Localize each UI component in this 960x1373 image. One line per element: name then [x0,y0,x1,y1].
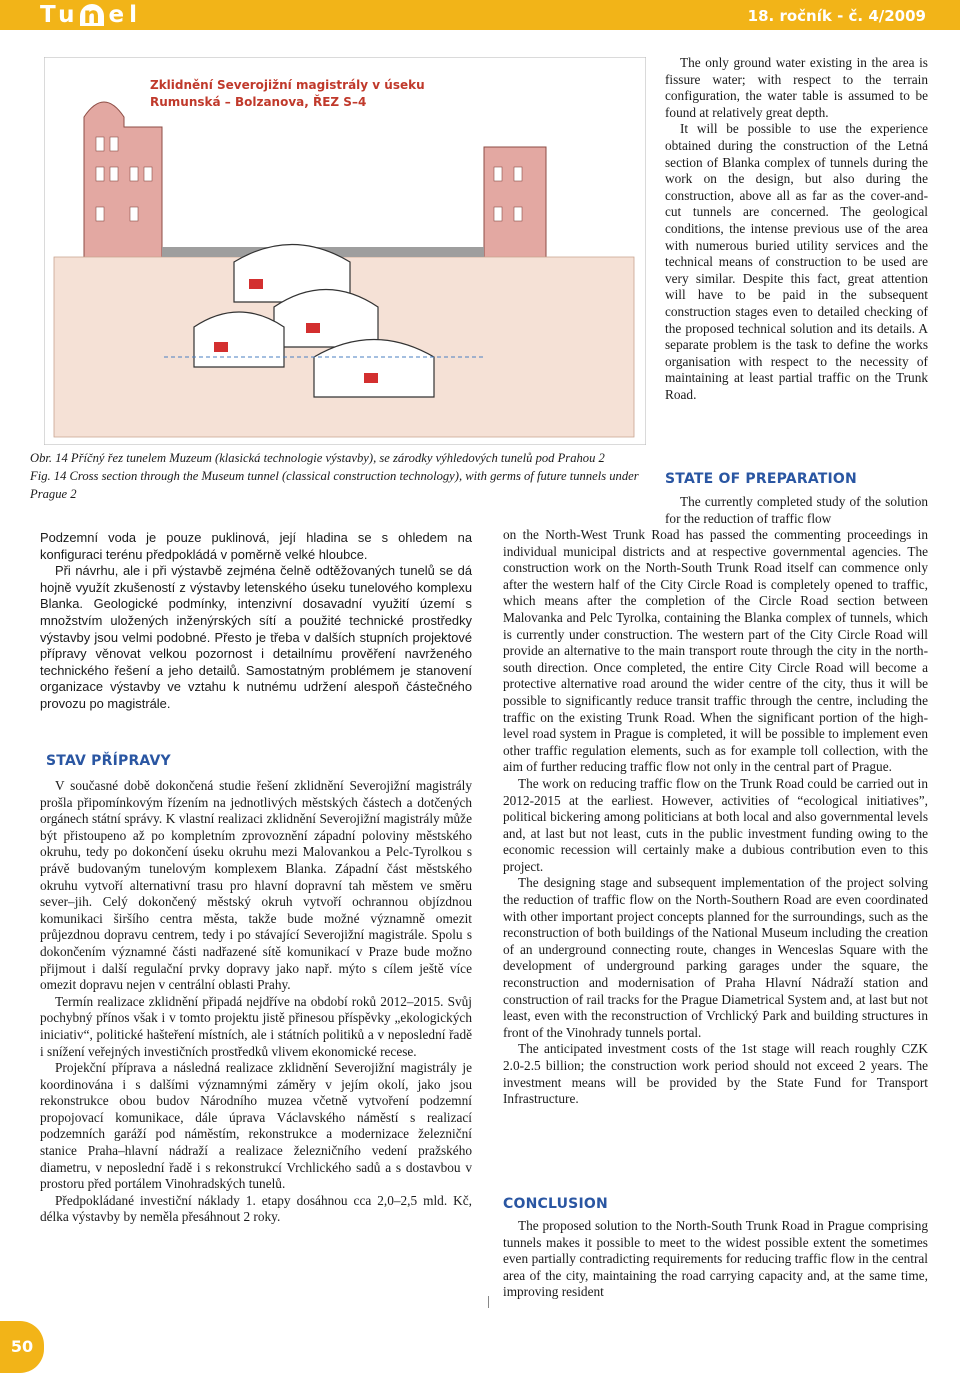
paragraph: on the North-West Trunk Road has passed the commenting proceedings in individual municipal districts and at respective governmental agencies. The construction work on the North-South Trunk Road itself can commence only after the western half of the City Circle Road is completely opened to traffic, which means after the completion of the Circle Road section between Malovanka and Pelc Tyrolka, containing the Blanka complex of tunnels, which is currently under construction. The western part of the City Circle Road will provide an alternative to the main transport route through the city in the north-south direction. Once completed, the entire City Circle Road will become a protective alternative road around the wider centre of the city, thus it will be possible to significantly reduce transit traffic through the centre, including the traffic on the existing Trunk Road. When the significant portion of the high-level road system in Prague is completed, it will be possible to implement even other traffic regulation elements, such as for example toll collection, with the aim of further reducing traffic flow not only in the central part of Prague. [503,527,928,775]
cross-section-drawing [44,57,646,445]
paragraph: The work on reducing traffic flow on the Trunk Road could be carried out in 2012-2015 at the earliest. However, activities of “ecological initiatives”, political bickering among politicians at both local and also governmental levels and, at last but not least, cuts in the public investment funding owing to the economic recession will certainly make a dubious contribution even to this project. [503,775,928,874]
figure-caption [30,449,650,503]
conclusion-heading: CONCLUSION [503,1196,608,1212]
figure-title-line1: Zklidnění Severojižní magistrály v úseku [150,78,425,92]
paragraph: The proposed solution to the North-South Trunk Road in Prague comprising tunnels makes it possible to meet to the widest possible extent the sometimes even partially contradicting requirements for reducing traffic flow in the central area of the city, maintaining the road carrying capacity and, at the same time, improving resident [503,1218,928,1300]
tunel-logo [40,2,142,28]
page-number: 50 [0,1321,44,1373]
cross-section-figure [44,57,646,445]
paragraph: The designing stage and subsequent implementation of the project solving the reduction of traffic flow on the North-Southern Road are even coordinated with other important project concepts planned for the surroundings, such as the reconstruction of both buildings of the National Museum including the creation of an underground connecting route, changes in Wenceslas Square with the development of underground parking garages under the square, the reconstruction and modernisation of Praha Hlavní Nádraží station and construction of rail tracks for the Prague Diametrical System and, at last but not least, even with the reconstruction of Vrchlický Park and building structures in front of the Vinohrady tunnels portal. [503,875,928,1040]
section-heading-english: STATE OF PREPARATION [665,471,857,487]
figure-title-line2: Rumunská – Bolzanova, ŘEZ S–4 [150,95,367,109]
english-state-intro [665,494,928,527]
caption-czech: Obr. 14 Příčný řez tunelem Muzeum (klasická technologie výstavby), se zárodky výhledových tunelů pod Prahou 2 [30,451,605,465]
czech-intro-text [40,530,472,713]
logo-text-start: Tu [40,2,80,28]
paragraph: It will be possible to use the experience obtained during the construction of the Letná section of Blanka complex of tunnels during the work on the design, but also during the construction, above all as far as the cover-and-cut tunnels are concerned. The geological conditions, the intense previous use of the area with numerous buried utility services and the technical means of construction to be used are very similar. Despite this fact, great attention will have to be paid in the subsequent construction stages even to detailed checking of the proposed technical solution and its details. A separate problem is the task to define the works organisation with respect to the necessity of maintaining at least partial traffic on the Trunk Road. [665,121,928,402]
english-intro-text [665,55,928,403]
paragraph: Při návrhu, ale i při výstavbě zejména čelně odtěžovaných tunelů se dá hojně využít zkušeností z výstavby letenského úseku tunelového komplexu Blanka. Geologické podmínky, intenzivní dosavadní využití území s množstvím uložených inženýrských sítí a použité technické prostředky výstavby jsou velmi podobné. Přesto je třeba v dalších stupních projektové přípravy věnovat velkou pozornost i detailnímu prověření navrženého technického řešení a jeho detailů. Samostatným problémem je stanovení organizace výstavby ve vztahu k nutnému udržení alespoň částečného provozu po magistrále. [40,563,472,711]
paragraph: Termín realizace zklidnění připadá nejdříve na období roků 2012–2015. Svůj pochybný přínos však i v tomto projektu jistě přinesou příspěvky „ekologických iniciativ“, politické hašteření místních, ale i státních politiků a v neposlední řadě i snížení veřejných investičních prostředků vlivem ekonomické recese. [40,993,472,1059]
paragraph: The currently completed study of the solution for the reduction of traffic flow [665,494,928,526]
logo-n-tunnel-icon: n [80,4,104,26]
column-divider [488,1296,489,1308]
czech-section-text [40,778,472,1226]
paragraph: Předpokládané investiční náklady 1. etapy dosáhnou cca 2,0–2,5 mld. Kč, délka výstavby by neměla přesáhnout 2 roky. [40,1192,472,1225]
paragraph: The only ground water existing in the area is fissure water; with respect to the terrain configuration, the water table is assumed to be found at relatively great depth. [665,55,928,120]
logo-text-end: el [108,2,143,28]
paragraph: The anticipated investment costs of the 1st stage will reach roughly CZK 2.0-2.5 billion; the construction work period should not exceed 2 years. The investment means will be provided by the State Fund for Transport Infrastructure. [503,1041,928,1107]
caption-english: Fig. 14 Cross section through the Museum tunnel (classical construction technology), with germs of future tunnels under Prague 2 [30,469,639,501]
conclusion-text [503,1218,928,1301]
paragraph: Podzemní voda je pouze puklinová, její hladina se s ohledem na konfiguraci terénu předpokládá v poměrně velké hloubce. [40,530,472,562]
issue-number: 18. ročník - č. 4/2009 [747,7,926,25]
english-section-text [503,527,928,1108]
paragraph: V současné době dokončená studie řešení zklidnění Severojižní magistrály prošla připomínkovým řízením na jednotlivých městských částech a dotčených orgánech státní správy. K vlastní realizaci zklidnění Severojižní magistrály může být přistoupeno až po kompletním zprovoznění západní poloviny městského okruhu, tedy po dokončení úseku okruhu mezi Malovankou a Pelc-Tyrolkou s právě budovaným tunelovým komplexem Blanka. Západní část městského okruhu vytvoří alternativní trasu pro hlavní dopravní tah městem ve směru sever–jih. Celý dokončený městský okruh vytvoří ochrannou objízdnou komunikaci širšího centra města, takže bude možné významně omezit průjezdnou dopravu centrem, tedy i po stávající Severojižní magistrále. Spolu s dokončením významné části nadřazené sítě komunikací v Praze bude možno přijmout i další regulační prvky dopravy jako např. mýto s cílem ještě více omezit dopravu nejen v centrální oblasti Prahy. [40,778,472,993]
paragraph: Projekční příprava a následná realizace zklidnění Severojižní magistrály je koordinována i s dalšími významnými záměry v jejím okolí, jako jsou rekonstrukce obou budov Národního muzea včetně vytvoření podzemní propojovací komunikace, dále úprava Václavského náměstí s realizací podzemních garáží pod náměstím, rekonstrukce a modernizace železniční stanice Praha–hlavní nádraží a realizace železničního vedení pražského diametru, v neposlední řadě i s rekonstrukcí Vrchlického sadů a s dostavbou v prostoru před portálem Vinohradských tunelů. [40,1060,472,1192]
section-heading-czech: STAV PŘÍPRAVY [46,753,171,769]
